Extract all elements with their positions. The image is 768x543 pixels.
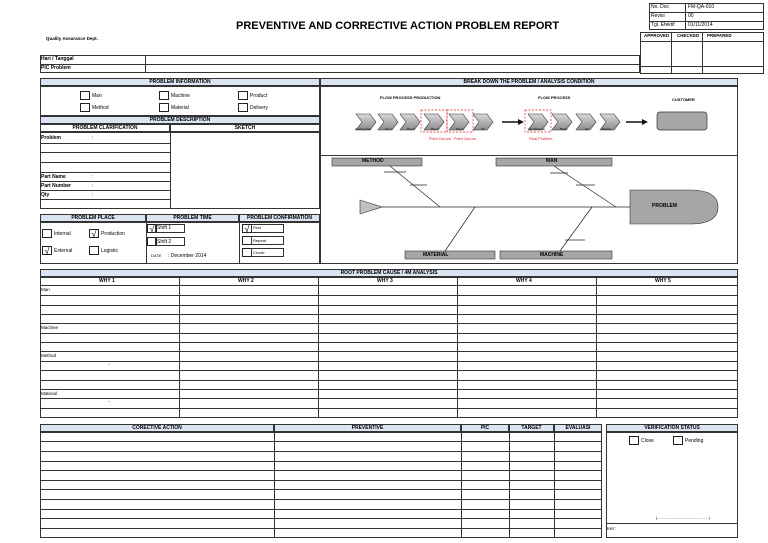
production-label: Production <box>101 231 125 237</box>
internal-checkbox[interactable] <box>42 229 52 238</box>
problem-time-header: PROBLEM TIME <box>146 214 239 222</box>
machine-option-label: Machine <box>171 93 190 99</box>
customer-label: CUSTOMER <box>672 97 695 102</box>
external-checkbox[interactable]: √ <box>42 246 52 255</box>
point-occure-2: Point Occure <box>454 137 476 141</box>
problem-description-header: PROBLEM DESCRIPTION <box>40 116 320 124</box>
pic-problem-label: PIC Problem <box>41 65 71 71</box>
proc4-label: Proc 4 <box>456 128 464 131</box>
sketch-header: SKETCH <box>170 124 320 132</box>
flow-process-label: FLOW PROCESS <box>538 95 571 100</box>
doc-no-label: No. Doc <box>651 4 670 10</box>
flow-qc-label: QC <box>585 128 589 131</box>
shift1-label: Shift 1 <box>157 225 172 231</box>
problem-colon: : <box>92 135 94 141</box>
signature-line: (..............................................) <box>656 515 710 520</box>
material-option-label: Material <box>171 105 189 111</box>
row-method-label: Method <box>41 353 57 358</box>
checked-label: CHECKED <box>677 33 700 38</box>
target-header: TARGET <box>509 424 554 432</box>
tgl-efektif-label: Tgl. Efektif <box>651 22 675 28</box>
why5-header: WHY 5 <box>655 278 671 284</box>
row-machine-label: Machine <box>41 325 59 330</box>
ket-label: Ket : <box>607 526 617 531</box>
method-bone-label: METHOD <box>362 158 384 164</box>
revisi-label: Revisi <box>651 13 665 19</box>
date-value: : December 2014 <box>168 253 207 259</box>
shift1-checkbox[interactable]: √ <box>147 224 157 233</box>
material-bone-label: MATERIAL <box>423 252 449 258</box>
pic-header: PIC <box>461 424 509 432</box>
problem-label: Problem <box>41 135 62 141</box>
close-label: Close <box>641 438 654 444</box>
part-name-colon: : <box>92 174 94 180</box>
proc3-label: Proc 3 <box>431 128 439 131</box>
revisi-value: 00 <box>688 13 694 19</box>
method-dot: - <box>108 362 110 368</box>
man-option-label: Man <box>92 93 102 99</box>
pending-checkbox[interactable] <box>673 436 683 445</box>
corrective-action-header: CORECTIVE ACTION <box>40 424 274 432</box>
material-checkbox[interactable] <box>159 103 169 112</box>
cronic-label: Cronic <box>253 250 265 255</box>
machine-bone-label: MACHINE <box>540 252 564 258</box>
flow-diagram <box>320 86 738 156</box>
preventive-header: PREVENTIVE <box>274 424 461 432</box>
qty-label: Qty <box>41 192 50 198</box>
production-checkbox[interactable]: √ <box>89 229 99 238</box>
fishbone-diagram <box>320 155 738 264</box>
delivery-option-label: Delivery <box>250 105 269 111</box>
machine-checkbox[interactable] <box>159 91 169 100</box>
qty-colon: : <box>92 192 94 198</box>
prepared-label: PREPARED <box>707 33 732 38</box>
part-number-colon: : <box>92 183 94 189</box>
why3-header: WHY 3 <box>377 278 393 284</box>
page-title: PREVENTIVE AND CORRECTIVE ACTION PROBLEM REPORT <box>236 20 560 32</box>
flow-process-production-label: FLOW PROCESS PRODUCTION <box>380 95 441 100</box>
first-checkbox[interactable]: √ <box>242 224 252 233</box>
final-problem-label: Final Problem <box>529 137 553 141</box>
evaluasi-header: EVALUASI <box>554 424 602 432</box>
doc-no-value: FM-QA-010 <box>688 4 715 10</box>
tgl-efektif-value: 01/11/2014 <box>688 22 713 28</box>
proc1-label: Proc 1 <box>385 128 393 131</box>
internal-label: Internal <box>54 231 71 237</box>
man-checkbox[interactable] <box>80 91 90 100</box>
row-man-label: Man <box>41 287 50 292</box>
part-name-label: Part Name <box>41 174 66 180</box>
why4-header: WHY 4 <box>516 278 532 284</box>
production-chevrons <box>356 114 493 130</box>
qc-receiving-label: QC Receiving <box>529 128 546 131</box>
hari-tanggal-label: Hari / Tanggal <box>41 56 74 62</box>
point-occure-1: Point Occure <box>429 137 451 141</box>
root-cause-table <box>40 277 738 418</box>
problem-confirmation-header: PROBLEM CONFIRMATION <box>239 214 320 222</box>
close-checkbox[interactable] <box>629 436 639 445</box>
external-label: External <box>54 248 73 254</box>
material-dot: - <box>108 399 110 405</box>
delivery-label: Delivery <box>602 128 612 131</box>
pending-label: Pending <box>685 438 704 444</box>
problem-information-header: PROBLEM INFORMATION <box>40 78 320 86</box>
delivery-checkbox[interactable] <box>238 103 248 112</box>
why2-header: WHY 2 <box>238 278 254 284</box>
part-number-label: Part Number <box>41 183 72 189</box>
logistic-label: Logistic <box>101 248 118 254</box>
product-option-label: Product <box>250 93 268 99</box>
qc-label: QC <box>481 128 485 131</box>
logistic-checkbox[interactable] <box>89 246 99 255</box>
row-material-label: Material <box>41 391 58 396</box>
method-option-label: Method <box>92 105 109 111</box>
product-checkbox[interactable] <box>238 91 248 100</box>
first-label: First <box>253 225 261 230</box>
problem-place-header: PROBLEM PLACE <box>40 214 146 222</box>
verification-status-header: VERIFICATION STATUS <box>606 424 738 432</box>
problem-clarification-header: PROBLEM CLARIFICATION <box>40 124 170 132</box>
root-cause-header: ROOT PROBLEM CAUSE / 4M ANALYSIS <box>40 269 738 277</box>
man-bone-label: MAN <box>546 158 558 164</box>
problem-head-label: PROBLEM <box>652 203 677 209</box>
breakdown-header: BREAK DOWN THE PROBLEM / ANALYSIS CONDITION <box>320 78 738 86</box>
method-checkbox[interactable] <box>80 103 90 112</box>
incoming-part-label: Incoming Part <box>355 128 372 131</box>
phase-label: Phase <box>560 128 568 131</box>
date-label: DATE <box>151 253 162 258</box>
shift2-label: Shift 2 <box>157 239 172 245</box>
department-label: Quality Assurance Dept. <box>46 36 98 41</box>
why1-header: WHY 1 <box>99 278 115 284</box>
repeat-label: Repeat <box>253 238 266 243</box>
proc2-label: Proc 2 <box>407 128 415 131</box>
approved-label: APPROVED <box>644 33 670 38</box>
action-table <box>40 432 602 538</box>
